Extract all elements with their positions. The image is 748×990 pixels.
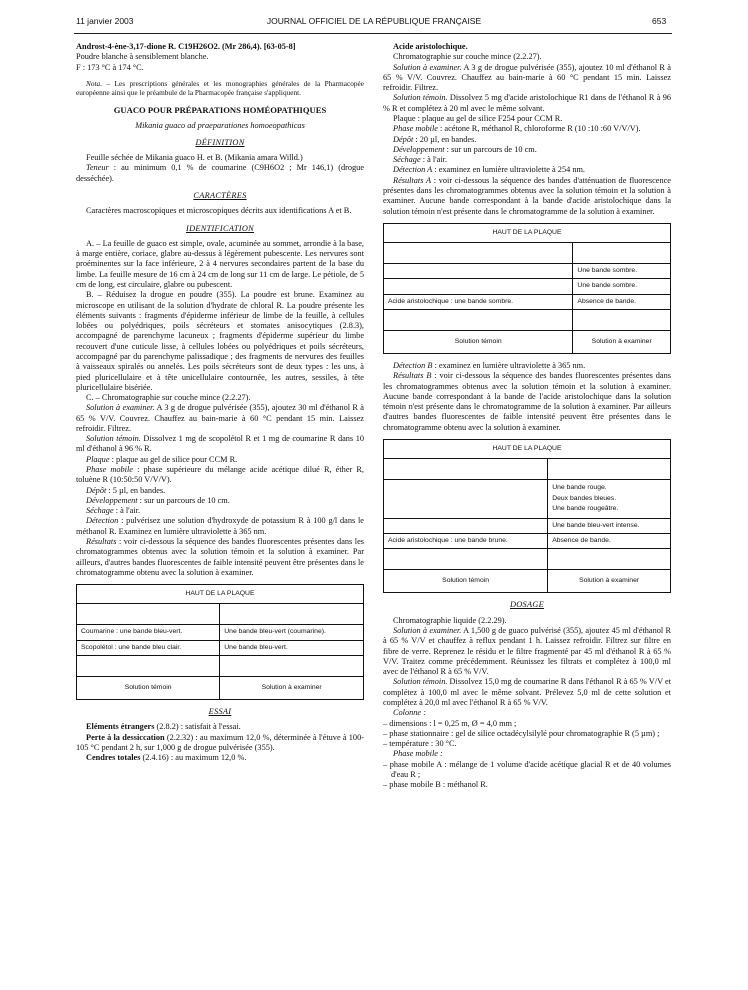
c-resultats: Résultats : voir ci-dessous la séquence des bandes fluorescentes présentes dans les chromatogrammes obtenus avec la solution témoin et la solution à examiner. Par ailleurs, d'autres bandes fluorescentes de faible intensité peuvent être présentes dans le chromatogramme obtenu avec la solution à examiner.	[76, 537, 364, 577]
nota: Nota. – Les prescriptions générales et les monographies générales de la Pharmacopée européenne ainsi que le préambule de la Pharmacopée française s'appliquent.	[76, 78, 364, 97]
table-cell: Absence de bande.	[573, 294, 671, 309]
colonne-label: Colonne :	[393, 708, 426, 718]
dosage-clp: Chromatographie liquide (2.2.29).	[393, 615, 507, 625]
cendres-totales: Cendres totales (2.4.16) : au maximum 12,0 %.	[86, 753, 247, 763]
acide-solution-temoin: Solution témoin. Dissolvez 5 mg d'acide aristolochique R1 dans de l'éthanol R à 96 % R et complétez à 20 ml avec le même solvant.	[383, 93, 671, 113]
teneur-text: Teneur : au minimum 0,1 % de coumarine (C9H6O2 ; Mr 146,1) (drogue desséchée).	[76, 163, 364, 183]
table-foot-temoin: Solution témoin	[77, 676, 220, 699]
table-cell: Une bande sombre.	[573, 263, 671, 278]
issue-date: 11 janvier 2003	[76, 16, 134, 26]
colonne-temperature: – température : 30 °C.	[383, 739, 457, 749]
table-cell: Absence de bande.	[548, 534, 671, 549]
monograph-title: GUACO POUR PRÉPARATIONS HOMÉOPATHIQUES	[113, 104, 327, 115]
table-foot-examiner: Solution à examiner	[573, 331, 671, 354]
perte-dessiccation: Perte à la dessiccation (2.2.32) : au maximum 12,0 %, déterminée à l'étuve à 100-105 °C pendant 2 h, sur 1,000 g de drogue pulvérisée (355).	[76, 732, 364, 752]
acide-solution-examiner: Solution à examiner. A 3 g de drogue pulvérisée (355), ajoutez 10 ml d'éthanol R à 65 % V/V. Couvrez. Chauffez au bain-marie à 60 °C pendant 15 min. Laissez refroidir. Filtrez.	[383, 62, 671, 93]
acide-developpement: Développement : sur un parcours de 10 cm.	[393, 144, 537, 154]
identification-a: A. – La feuille de guaco est simple, ovale, acuminée au sommet, arrondie à la base, à marge entière, coriace, glabre au-dessus à légèrement pubescente. Les nervures sont proéminentes sur la face inférieure, 2 à 4 nervures secondaires partent de la base du limbe. La feuille mesure de 16 cm à 24 cm de long sur 11 cm de large. Le pétiole, de 5 cm de long, est circulaire, glabre ou pubescent.	[76, 238, 364, 289]
page-header	[0, 16, 748, 30]
table-cell: Une bande sombre.	[573, 279, 671, 294]
page-number: 653	[652, 16, 667, 26]
table-top-label: HAUT DE LA PLAQUE	[384, 223, 671, 242]
identification-c: C. – Chromatographie sur couche mince (2.2.27).	[86, 393, 251, 403]
reagent-melting-point: F : 173 °C à 174 °C.	[76, 62, 144, 72]
table-foot-examiner: Solution à examiner	[548, 570, 671, 593]
acide-plaque: Plaque : plaque au gel de silice F254 pour CCM R.	[393, 113, 563, 123]
detection-b: Détection B : examinez en lumière ultraviolette à 365 nm.	[393, 361, 586, 371]
colonne-phase-stationnaire: – phase stationnaire : gel de silice octadécylsilylé pour chromatographie R (5 µm) ;	[383, 728, 660, 738]
dosage-solution-temoin: Solution témoin. Dissolvez 15,0 mg de coumarine R dans l'éthanol R à 65 % V/V et complétez à 100,0 ml avec le même solvant. Prélevez 5,0 ml de cette solution et complétez à 20,0 ml avec l'éthanol R à 65 % V/V.	[383, 677, 672, 707]
elements-etrangers: Eléments étrangers (2.8.2) : satisfait à l'essai.	[86, 722, 241, 732]
table-cell: Acide aristolochique : une bande brune.	[384, 534, 548, 549]
c-solution-examiner: Solution à examiner. A 3 g de drogue pulvérisée (355), ajoutez 30 ml d'éthanol R à 65 % V/V. Couvrez. Chauffez au bain-marie à 60 °C pendant 15 min. Laissez refroidir. Filtrez.	[76, 403, 364, 433]
resultats-b: Résultats B : voir ci-dessous la séquence des bandes fluorescentes présentes dans les chromatogrammes obtenus avec la solution témoin et la solution à examiner. Aucune bande correspondant à la bande de l'acide aristolochique dans la solution témoin n'est présente dans le chromatogramme de la solution à examiner. Par ailleurs d'autres bandes fluorescentes de faible intensité peuvent être présentes dans le chromatogramme obtenu avec la solution à examiner.	[383, 371, 671, 432]
table-cell: Une bande bleu-vert intense.	[548, 518, 671, 533]
c-detection: Détection : pulvérisez une solution d'hydroxyde de potassium R à 100 g/l dans le méthanol R. Examinez en lumière ultraviolette à 365 nm.	[76, 516, 364, 536]
right-column	[383, 42, 671, 791]
acide-depot: Dépôt : 20 µl, en bandes.	[393, 134, 477, 144]
table-foot-temoin: Solution témoin	[384, 331, 573, 354]
section-essai: ESSAI	[208, 706, 232, 716]
dosage-solution-examiner: Solution à examiner. A 1,500 g de guaco pulvérisé (355), ajoutez 45 ml d'éthanol R à 65 % V/V et chauffez à reflux pendant 1 h. Laissez refroidir. Filtrez sur filtre en fibre de verre. Reprenez le résidu et le filtre fragmenté par 45 ml d'éthanol R à 65 % V/V. Traitez comme précédemment. Réunissez les filtrats et complétez à 100,0 ml avec de l'éthanol R à 65 % V/V.	[383, 626, 671, 677]
detection-a: Détection A : examinez en lumière ultraviolette à 254 nm.	[393, 165, 585, 175]
table-cell: Une bande rouge. Deux bandes bleues. Une bande rougeâtre.	[548, 480, 671, 519]
section-identification: IDENTIFICATION	[186, 223, 254, 233]
header-rule	[74, 33, 672, 34]
monograph-latin-title: Mikania guaco ad praeparationes homoeopathicas	[135, 120, 305, 130]
identification-c-table	[76, 584, 364, 700]
table-cell: Une bande bleu-vert.	[220, 640, 364, 655]
reagent-entry	[76, 42, 364, 52]
table-top-label: HAUT DE LA PLAQUE	[77, 585, 364, 604]
table-foot-temoin: Solution témoin	[384, 570, 548, 593]
c-plaque: Plaque : plaque au gel de silice pour CCM R.	[86, 454, 238, 464]
detection-b-table	[383, 439, 671, 593]
table-cell: Une bande bleu-vert (coumarine).	[220, 625, 364, 640]
table-foot-examiner: Solution à examiner	[220, 676, 364, 699]
table-cell: Coumarine : une bande bleu-vert.	[77, 625, 220, 640]
journal-title: JOURNAL OFFICIEL DE LA RÉPUBLIQUE FRANÇAISE	[266, 16, 482, 26]
phase-mobile-b: – phase mobile B : méthanol R.	[383, 780, 488, 790]
c-depot: Dépôt : 5 µl, en bandes.	[86, 485, 166, 495]
resultats-a: Résultats A : voir ci-dessous la séquence des bandes d'atténuation de fluorescence présentes dans les chromatogrammes obtenus avec la solution témoin et la solution à examiner. Aucune bande correspondant à la bande d'acide aristolochique dans la solution témoin n'est présente dans le chromatogramme de la solution à examiner.	[383, 175, 671, 216]
acide-ccm: Chromatographie sur couche mince (2.2.27).	[393, 52, 542, 62]
phase-mobile-a: – phase mobile A : mélange de 1 volume d'acide acétique glacial R et de 40 volumes d'eau R ;	[383, 759, 671, 779]
acide-aristolochique-heading: Acide aristolochique.	[393, 42, 468, 51]
section-definition: DÉFINITION	[195, 137, 245, 147]
acide-phase-mobile: Phase mobile : acétone R, méthanol R, chloroforme R (10 :10 :60 V/V/V).	[393, 124, 641, 134]
left-column	[76, 42, 364, 763]
colonne-dimensions: – dimensions : l = 0,25 m, Ø = 4,0 mm ;	[383, 718, 517, 728]
table-cell: Scopolétol : une bande bleu clair.	[77, 640, 220, 655]
identification-b: B. – Réduisez la drogue en poudre (355). La poudre est brune. Examinez au microscope en utilisant de la solution d'hydrate de chloral R. La poudre présente les éléments suivants : fragments d'épiderme inférieur de limbe de la feuille, à cellules lobées ou polyédriques, poils sécréteurs et stomates anisocytiques (2.8.3), accompagné de parenchyme lacuneux ; fragments d'épiderme supérieur du limbe recouvert d'une cuticule lisse, à cellules lobées ou polyédriques et poils sécréteurs, accompagné par du parenchyme palissadique ; des fragments de nervures des feuilles à vaisseaux spiralés ou annelés. Les poils sécréteurs sont de deux types : les uns, à pied pluricellulaire et à tête unicellulaire contournée, les autres, sessiles, à tête pluricellulaire bisériée.	[76, 290, 364, 392]
section-dosage: DOSAGE	[509, 600, 545, 610]
c-developpement: Développement : sur un parcours de 10 cm.	[86, 495, 230, 505]
c-phase-mobile: Phase mobile : phase supérieure du mélange acide acétique dilué R, éther R, toluène R (10:50:50 V/V/V).	[76, 465, 364, 485]
table-top-label: HAUT DE LA PLAQUE	[384, 440, 671, 459]
definition-text: Feuille séchée de Mikania guaco H. et B. (Mikania amara Willd.)	[86, 153, 303, 163]
section-caracteres: CARACTÈRES	[193, 191, 247, 200]
caracteres-text: Caractères macroscopiques et microscopiques décrits aux identifications A et B.	[86, 206, 352, 216]
reagent-description: Poudre blanche à sensiblement blanche.	[76, 52, 209, 62]
table-cell: Acide aristolochique : une bande sombre.	[384, 294, 573, 309]
c-solution-temoin: Solution témoin. Dissolvez 1 mg de scopolétol R et 1 mg de coumarine R dans 10 ml d'éthanol à 96 % R.	[76, 434, 364, 454]
detection-a-table	[383, 223, 671, 354]
reagent-name: Androst-4-ène-3,17-dione R. C19H26O2. (Mr 286,4). [63-05-8]	[76, 42, 296, 51]
phase-mobile-label: Phase mobile :	[393, 749, 443, 759]
acide-sechage: Séchage : à l'air.	[393, 155, 448, 165]
c-sechage: Séchage : à l'air.	[86, 506, 141, 516]
